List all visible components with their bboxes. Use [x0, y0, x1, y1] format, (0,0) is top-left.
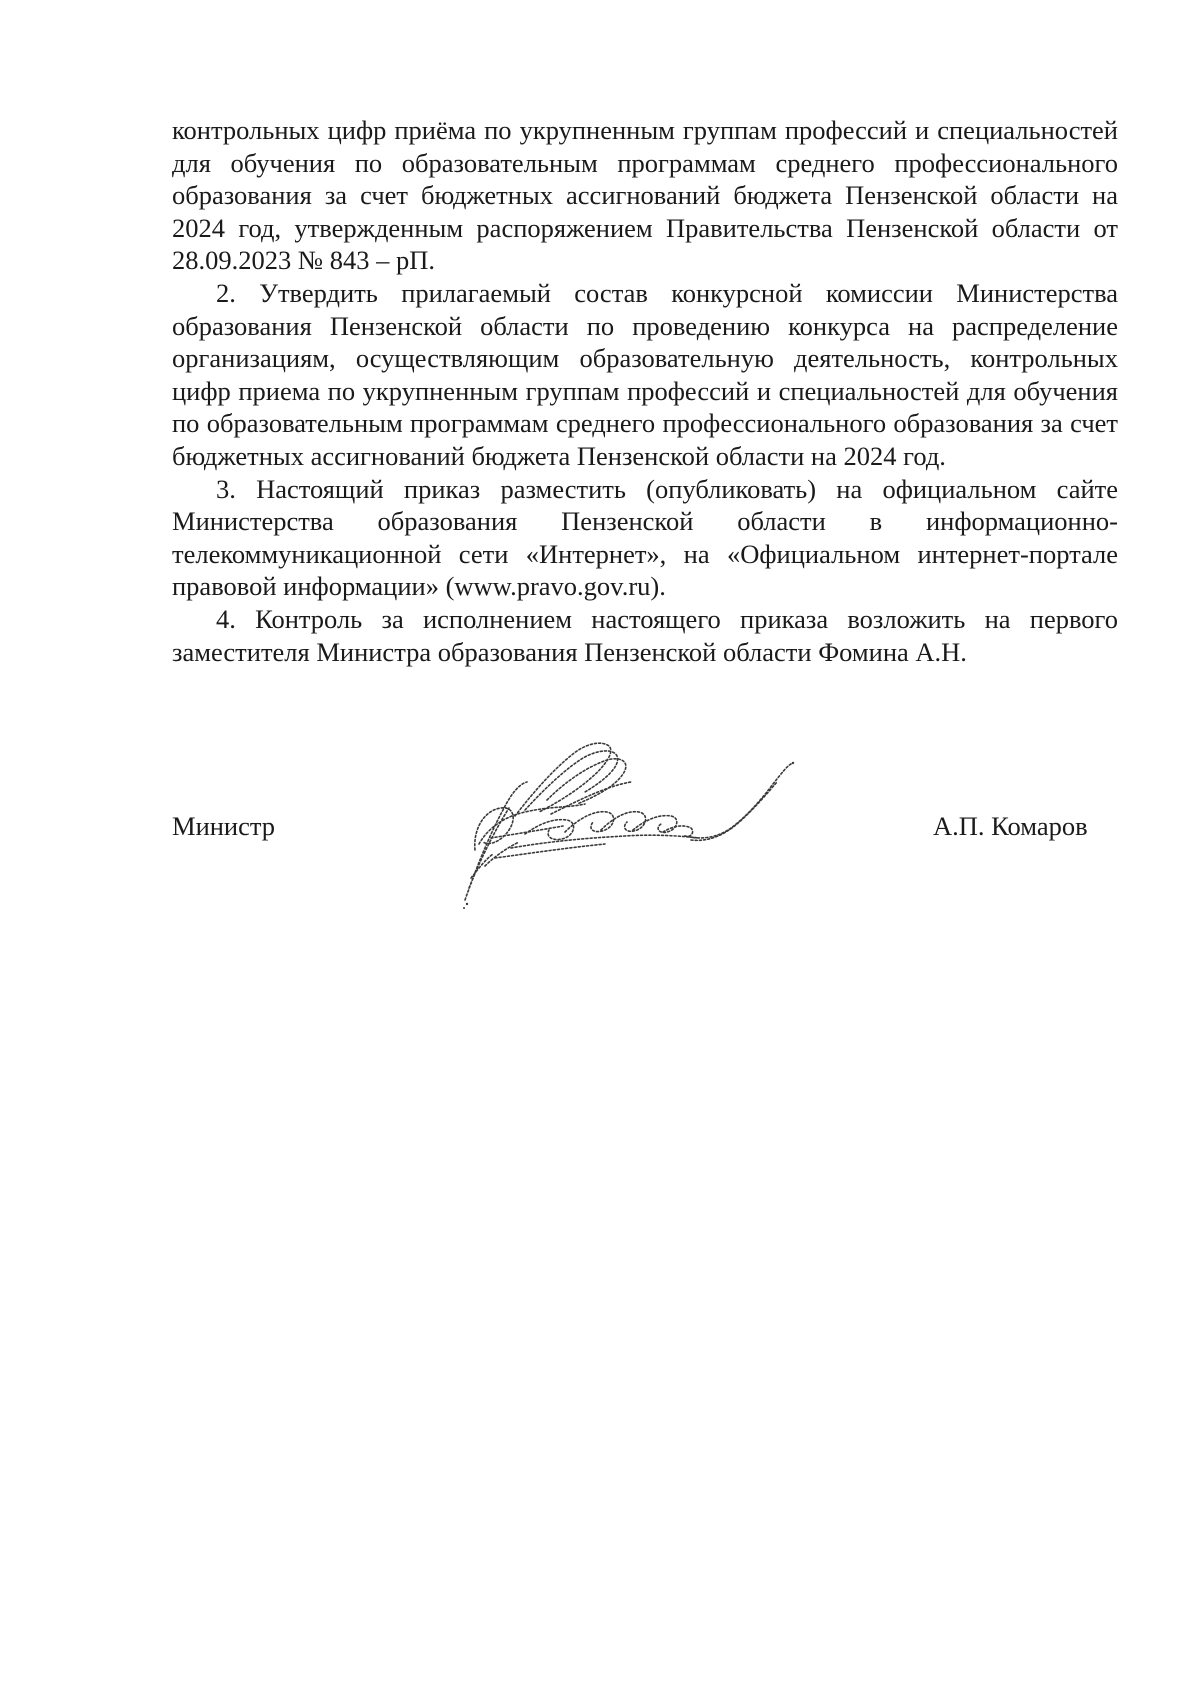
signatory-position: Министр — [172, 811, 276, 841]
document-body — [172, 114, 1118, 668]
paragraph-continuation: контрольных цифр приёма по укрупненным группам профессий и специальностей для обучения по образовательным программам среднего профессионального образования за счет бюджетных ассигнований бюджета Пензенской области на 2024 год, утвержденным распоряжением Правительства Пензенской области от 28.09.2023 № 843 – рП. — [172, 115, 1118, 276]
handwritten-signature-icon — [455, 738, 805, 913]
paragraph-3-end: ). — [650, 571, 666, 602]
signatory-name: А.П. Комаров — [933, 811, 1088, 841]
pravo-link[interactable]: www.pravo.gov.ru — [454, 571, 651, 602]
paragraph-4: 4. Контроль за исполнением настоящего приказа возложить на первого заместителя Министра образования Пензенской области Фомина А.Н. — [172, 603, 1118, 667]
paragraph-2: 2. Утвердить прилагаемый состав конкурсной комиссии Министерства образования Пензенской области по проведению конкурса на распределение организациям, осуществляющим образовательную деятельность, контрольных цифр приема по укрупненным группам профессий и специальностей для обучения по образовательным программам среднего профессионального образования за счет бюджетных ассигнований бюджета Пензенской области на 2024 год. — [172, 277, 1118, 471]
paragraph-3 — [172, 473, 1118, 603]
paragraph-3-text: 3. Настоящий приказ разместить (опубликовать) на официальном сайте Министерства образования Пензенской области в информационно-телекоммуникационной сети «Интернет», на «Официальном интернет-портале правовой информации» ( — [172, 473, 1118, 602]
